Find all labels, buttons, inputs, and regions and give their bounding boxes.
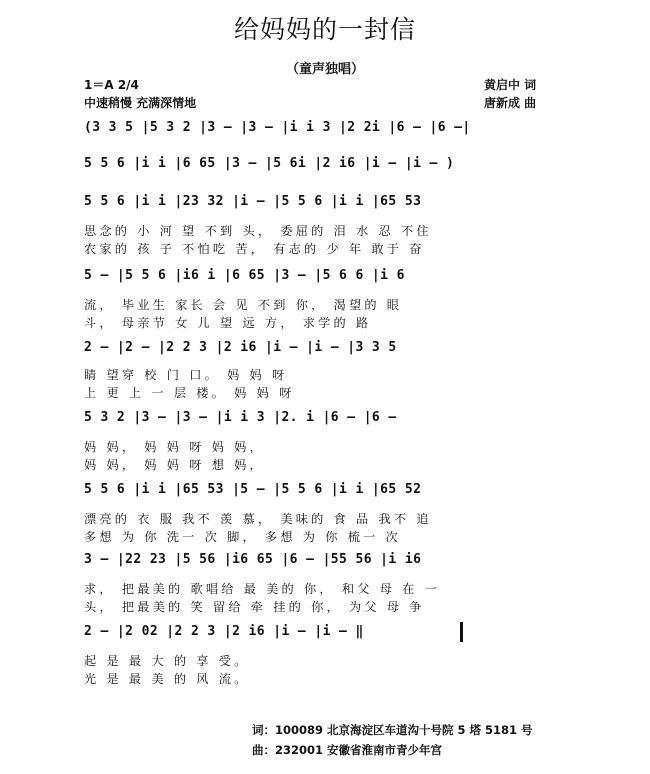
composer-credit: 唐新成 曲 <box>484 96 537 110</box>
notation-line-3: 5 5 6 |i i |23 32 |i — |5 5 6 |i i |65 53 <box>84 194 422 209</box>
notation-line-4: 5 — |5 5 6 |i6 i |6 65 |3 — |5 6 6 |i 6 <box>84 268 405 283</box>
notation-line-1: (3 3 5 |5 3 2 |3 — |3 — |i i 3 |2 2i |6 — |6 —| <box>84 120 471 135</box>
lyric-line-3-verse-2: 农家的 孩 子 不怕吃 苦， 有志的 少 年 敢于 奋 <box>84 242 425 256</box>
lyricist-credit: 黄启中 词 <box>484 78 537 92</box>
lyricist-address: 词：100089 北京海淀区车道沟十号院 5 塔 5181 号 <box>252 723 533 737</box>
lyric-line-9-verse-2: 光 是 最 美 的 风 流。 <box>84 672 250 686</box>
lyric-line-4-verse-2: 斗， 母亲节 女 儿 望 远 方， 求学的 路 <box>84 316 372 330</box>
lyric-line-8-verse-1: 求， 把最美的 歌唱给 最 美的 你， 和父 母 在 一 <box>84 582 441 596</box>
lyric-line-5-verse-2: 上 更 上 一 层 楼。 妈 妈 呀 <box>84 386 295 400</box>
composer-address: 曲：232001 安徽省淮南市青少年宫 <box>252 743 443 757</box>
tempo-marking: 中速稍慢 充满深情地 <box>84 96 197 110</box>
lyric-line-5-verse-1: 睛 望穿 校 门 口。 妈 妈 呀 <box>84 368 288 382</box>
lyric-line-7-verse-2: 多想 为 你 洗一 次 脚， 多想 为 你 梳一 次 <box>84 530 401 544</box>
song-subtitle: （童声独唱） <box>285 62 364 77</box>
notation-line-2: 5 5 6 |i i |6 65 |3 — |5 6i |2 i6 |i — |i — ) <box>84 156 455 171</box>
song-title: 给妈妈的一封信 <box>233 15 416 44</box>
lyric-line-8-verse-2: 头， 把最美的 笑 留给 牵 挂的 你， 为父 母 争 <box>84 600 425 614</box>
notation-line-9: 2 — |2 02 |2 2 3 |2 i6 |i — |i — ‖ <box>84 624 364 639</box>
notation-line-7: 5 5 6 |i i |65 53 |5 — |5 5 6 |i i |65 52 <box>84 482 422 497</box>
lyric-line-9-verse-1: 起 是 最 大 的 享 受。 <box>84 654 250 668</box>
notation-line-6: 5 3 2 |3 — |3 — |i i 3 |2. i |6 — |6 — <box>84 410 397 425</box>
final-barline <box>460 622 463 642</box>
lyric-line-6-verse-1: 妈 妈， 妈 妈 呀 妈 妈， <box>84 440 265 454</box>
notation-line-5: 2 — |2 — |2 2 3 |2 i6 |i — |i — |3 3 5 <box>84 340 397 355</box>
notation-line-8: 3 — |22 23 |5 56 |i6 65 |6 — |55 56 |i i6 <box>84 552 422 567</box>
lyric-line-4-verse-1: 流， 毕业生 家长 会 见 不到 你， 渴望的 眼 <box>84 298 403 312</box>
lyric-line-3-verse-1: 思念的 小 河 望 不到 头， 委屈的 泪 水 忍 不住 <box>84 224 432 238</box>
lyric-line-7-verse-1: 漂亮的 衣 服 我不 羡 慕， 美味的 食 品 我不 追 <box>84 512 432 526</box>
lyric-line-6-verse-2: 妈 妈， 妈 妈 呀 想 妈， <box>84 458 265 472</box>
key-signature: 1＝A 2/4 <box>84 78 139 92</box>
